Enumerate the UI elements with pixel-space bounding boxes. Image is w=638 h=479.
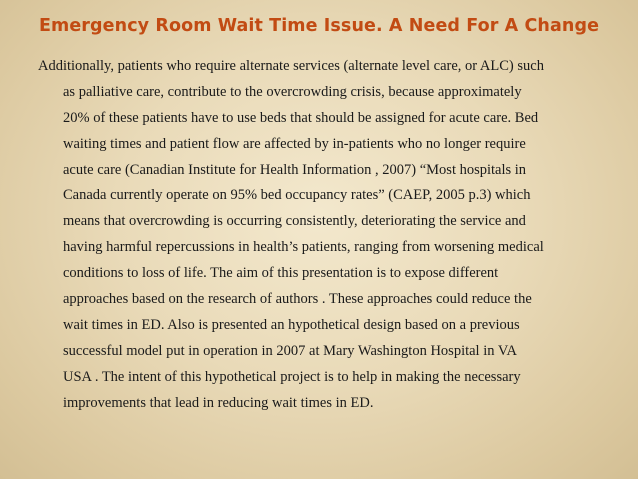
body-line: waiting times and patient flow are affected by in-patients who no longer require [63, 135, 526, 152]
body-line: approaches based on the research of authors . These approaches could reduce the [63, 291, 532, 308]
body-line: 20% of these patients have to use beds that should be assigned for acute care. Bed [63, 109, 539, 126]
body-line: acute care (Canadian Institute for Health Information , 2007) “Most hospitals in [63, 161, 527, 178]
body-line: conditions to loss of life. The aim of this presentation is to expose different [63, 265, 499, 282]
body-line: USA . The intent of this hypothetical project is to help in making the necessary [63, 368, 521, 385]
body-line: as palliative care, contribute to the overcrowding crisis, because approximately [63, 83, 522, 100]
body-line: having harmful repercussions in health’s patients, ranging from worsening medical [63, 239, 544, 256]
body-line: Canada currently operate on 95% bed occupancy rates” (CAEP, 2005 p.3) which [63, 187, 531, 204]
body-line: Additionally, patients who require alternate services (alternate level care, or ALC) such [38, 58, 544, 74]
slide-title: Emergency Room Wait Time Issue. A Need For A Change [38, 16, 600, 36]
body-line: wait times in ED. Also is presented an hypothetical design based on a previous [63, 316, 520, 333]
body-line: means that overcrowding is occurring consistently, deteriorating the service and [63, 213, 526, 230]
slide-body [38, 56, 608, 418]
body-line: successful model put in operation in 2007 at Mary Washington Hospital in VA [63, 342, 517, 359]
body-line: improvements that lead in reducing wait times in ED. [63, 394, 374, 411]
